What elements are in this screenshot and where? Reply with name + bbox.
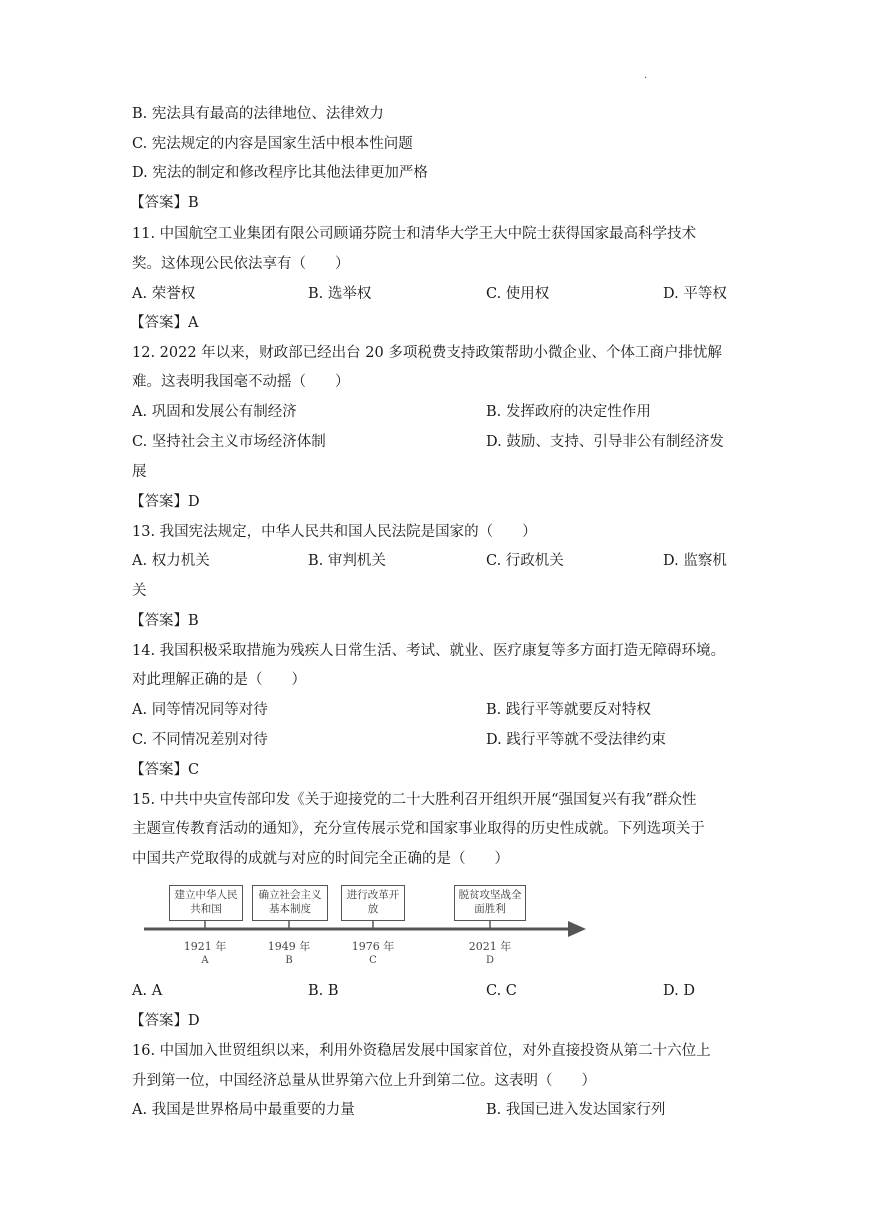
q14-option-a: A. 同等情况同等对待 bbox=[132, 702, 268, 718]
q13-option-d: D. 监察机 bbox=[663, 553, 727, 569]
q12-text-line1: 12. 2022 年以来，财政部已经出台 20 多项税费支持政策帮助小微企业、个体工商户排忧解 bbox=[132, 345, 722, 361]
q15-option-b: B. B bbox=[308, 983, 339, 999]
q11-option-d: D. 平等权 bbox=[663, 286, 727, 302]
timeline-year-c: 1976 年 bbox=[351, 940, 395, 953]
timeline-letter-a: A bbox=[201, 955, 209, 966]
q16-option-b: B. 我国已进入发达国家行列 bbox=[486, 1102, 666, 1118]
q10-option-b: B. 宪法具有最高的法律地位、法律效力 bbox=[132, 106, 384, 122]
q14-text-line2: 对此理解正确的是（ ） bbox=[132, 672, 306, 688]
timeline-year-a: 1921 年 bbox=[183, 940, 227, 953]
q12-option-c: C. 坚持社会主义市场经济体制 bbox=[132, 434, 326, 450]
q14-option-d: D. 践行平等就不受法律约束 bbox=[486, 732, 666, 748]
q16-text-line1: 16. 中国加入世贸组织以来，利用外资稳居发展中国家首位，对外直接投资从第二十六位上 bbox=[132, 1043, 711, 1059]
timeline-letter-c: C bbox=[369, 955, 377, 966]
q12-option-d-continued: 展 bbox=[132, 464, 147, 480]
q16-text-line2: 升到第一位，中国经济总量从世界第六位上升到第二位。这表明（ ） bbox=[132, 1073, 596, 1089]
answer-14: 【答案】C bbox=[130, 762, 200, 778]
q15-text-line3: 中国共产党取得的成就与对应的时间完全正确的是（ ） bbox=[132, 851, 509, 867]
q11-text-line1: 11. 中国航空工业集团有限公司顾诵芬院士和清华大学王大中院士获得国家最高科学技术 bbox=[132, 226, 697, 242]
q13-text: 13. 我国宪法规定，中华人民共和国人民法院是国家的（ ） bbox=[132, 524, 537, 540]
q11-option-b: B. 选举权 bbox=[308, 286, 372, 302]
timeline-diagram bbox=[140, 880, 590, 970]
answer-12: 【答案】D bbox=[130, 494, 200, 510]
answer-10: 【答案】B bbox=[130, 195, 199, 211]
q12-option-d: D. 鼓励、支持、引导非公有制经济发 bbox=[486, 434, 724, 450]
answer-13: 【答案】B bbox=[130, 613, 199, 629]
q11-text-line2: 奖。这体现公民依法享有（ ） bbox=[132, 256, 350, 272]
timeline-year-b: 1949 年 bbox=[267, 940, 311, 953]
q10-option-c: C. 宪法规定的内容是国家生活中根本性问题 bbox=[132, 136, 413, 152]
q12-option-b: B. 发挥政府的决定性作用 bbox=[486, 404, 651, 420]
timeline-letter-b: B bbox=[285, 955, 293, 966]
timeline-year-d: 2021 年 bbox=[468, 940, 512, 953]
q10-option-d: D. 宪法的制定和修改程序比其他法律更加严格 bbox=[132, 165, 428, 181]
answer-15: 【答案】D bbox=[130, 1013, 200, 1029]
q13-option-c: C. 行政机关 bbox=[486, 553, 564, 569]
q14-option-b: B. 践行平等就要反对特权 bbox=[486, 702, 651, 718]
q13-option-d-continued: 关 bbox=[132, 583, 147, 599]
page-mark: . bbox=[644, 70, 648, 81]
q16-option-a: A. 我国是世界格局中最重要的力量 bbox=[132, 1102, 355, 1118]
answer-11: 【答案】A bbox=[130, 315, 199, 331]
q15-option-a: A. A bbox=[132, 983, 163, 999]
q15-text-line1: 15. 中共中央宣传部印发《关于迎接党的二十大胜利召开组织开展“强国复兴有我”群众性 bbox=[132, 792, 697, 808]
q14-text-line1: 14. 我国积极采取措施为残疾人日常生活、考试、就业、医疗康复等多方面打造无障碍环境。 bbox=[132, 643, 726, 659]
timeline-event-b: 确立社会主义基本制度 bbox=[252, 885, 328, 921]
timeline-letter-d: D bbox=[485, 955, 495, 966]
q12-text-line2: 难。这表明我国毫不动摇（ ） bbox=[132, 374, 350, 390]
q15-option-d: D. D bbox=[663, 983, 695, 999]
q13-option-b: B. 审判机关 bbox=[308, 553, 386, 569]
timeline-event-a: 建立中华人民共和国 bbox=[169, 885, 243, 921]
timeline-event-c: 进行改革开放 bbox=[341, 885, 405, 921]
q15-text-line2: 主题宣传教育活动的通知》，充分宣传展示党和国家事业取得的历史性成就。下列选项关于 bbox=[132, 821, 705, 837]
q12-option-a: A. 巩固和发展公有制经济 bbox=[132, 404, 297, 420]
q14-option-c: C. 不同情况差别对待 bbox=[132, 732, 268, 748]
q13-option-a: A. 权力机关 bbox=[132, 553, 210, 569]
q15-option-c: C. C bbox=[486, 983, 517, 999]
timeline-event-d: 脱贫攻坚战全面胜利 bbox=[454, 885, 526, 921]
q11-option-a: A. 荣誉权 bbox=[132, 286, 196, 302]
q11-option-c: C. 使用权 bbox=[486, 286, 550, 302]
